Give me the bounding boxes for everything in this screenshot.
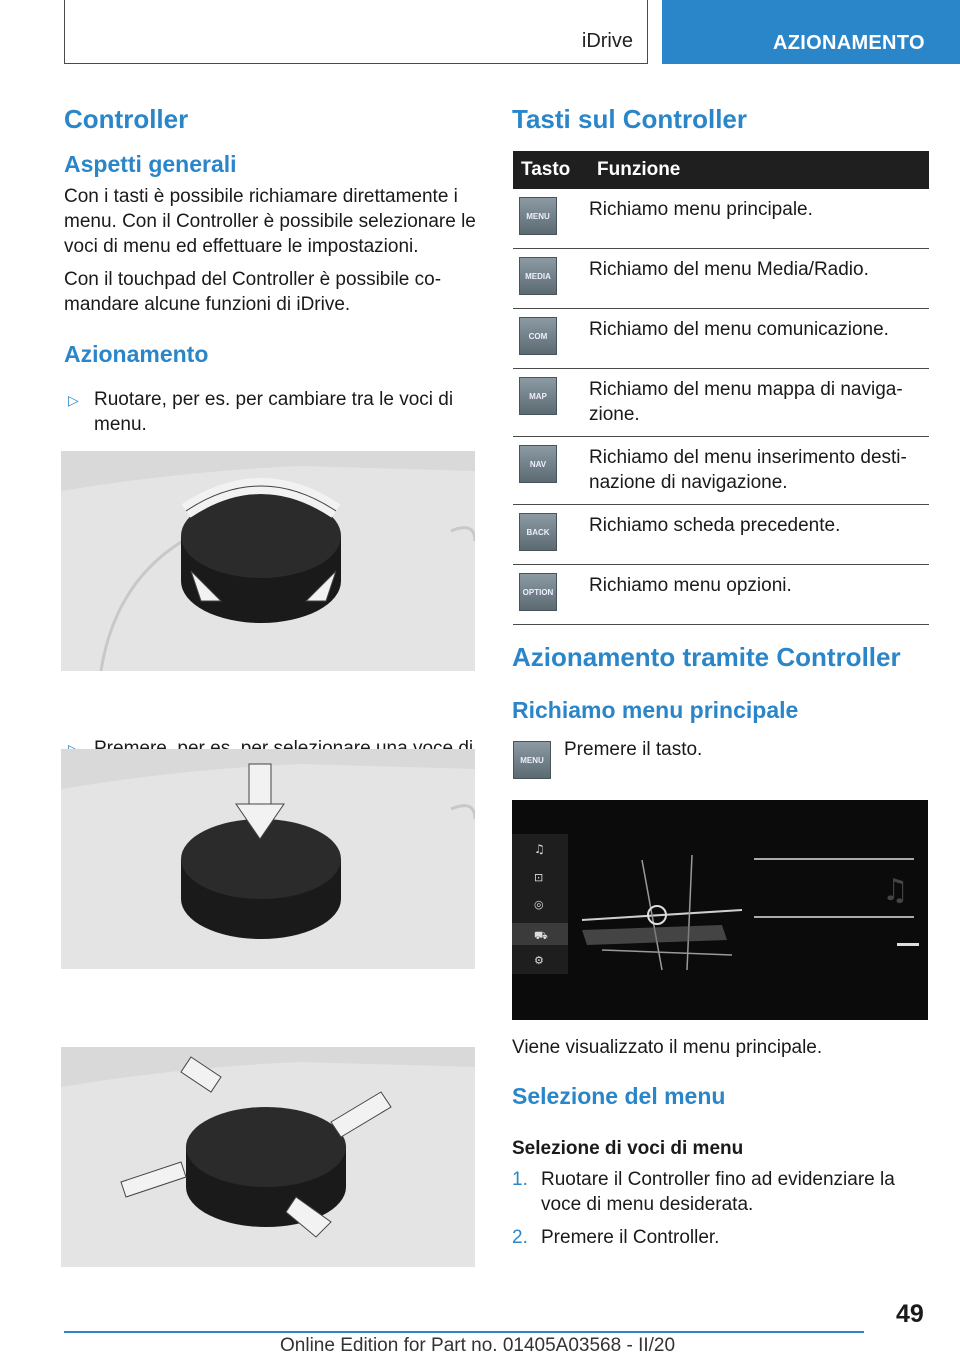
para-1: Con i tasti è possibile richiamare direttamente i menu. Con il Controller è possibile selezionare le voci di menu ed effettuare le impostazioni. <box>64 186 476 257</box>
illustration-tilt <box>61 1047 475 1267</box>
menu-key-icon: MENU <box>513 741 551 779</box>
heading-azionamento-controller: Azionamento tramite Controller <box>512 642 901 672</box>
footer-text: Online Edition for Part no. 01405A03568 - II/20 <box>280 1335 676 1356</box>
table-row <box>513 369 929 437</box>
svg-text:⊡: ⊡ <box>534 871 544 884</box>
table-header-tasto: Tasto <box>513 151 589 189</box>
table-row <box>513 189 929 249</box>
table-cell-function: Richiamo scheda precedente. <box>589 505 929 565</box>
title-controller: Controller <box>64 104 189 134</box>
header-box <box>64 0 648 64</box>
para-2: Con il touchpad del Controller è possibile co-mandare alcune funzioni di iDrive. <box>64 269 442 315</box>
bullet-rotate <box>64 387 506 437</box>
com-key-icon: COM <box>519 317 557 355</box>
table-row <box>513 437 929 505</box>
step-number: 1. <box>512 1169 528 1190</box>
caption-main-menu: Viene visualizzato il menu principale. <box>512 1037 823 1058</box>
footer-divider <box>64 1331 864 1333</box>
heading-azionamento: Azionamento <box>64 341 209 367</box>
media-key-icon: MEDIA <box>519 257 557 295</box>
triangle-icon: ▷ <box>68 392 79 408</box>
bullet-text: Ruotare, per es. per cambiare tra le voci di menu. <box>94 389 454 435</box>
heading-aspetti: Aspetti generali <box>64 151 237 177</box>
illustration-press <box>61 749 475 969</box>
svg-text:♫: ♫ <box>534 842 545 856</box>
map-key-icon: MAP <box>519 377 557 415</box>
table-header-funzione: Funzione <box>589 151 929 189</box>
list-item <box>512 1167 928 1217</box>
table-cell-function: Richiamo menu principale. <box>589 189 929 249</box>
table-row <box>513 249 929 309</box>
press-text: Premere il tasto. <box>564 739 703 760</box>
illustration-rotate <box>61 451 475 671</box>
svg-text:♫: ♫ <box>882 873 909 908</box>
nav-key-icon: NAV <box>519 445 557 483</box>
table-cell-function: Richiamo del menu comunicazione. <box>589 309 929 369</box>
subheading-selezione-voci: Selezione di voci di menu <box>512 1138 744 1159</box>
keys-table <box>513 151 929 625</box>
svg-text:◎: ◎ <box>534 898 544 911</box>
step-text: Ruotare il Controller fino ad evidenziare la voce di menu desiderata. <box>541 1169 895 1215</box>
heading-richiamo: Richiamo menu principale <box>512 697 799 723</box>
table-cell-function: Richiamo del menu Media/Radio. <box>589 249 929 309</box>
header-tab: AZIONAMENTO <box>662 0 960 64</box>
table-row <box>513 565 929 625</box>
main-menu-screenshot <box>512 800 928 1020</box>
header-section: iDrive <box>581 30 633 52</box>
svg-text:⚙: ⚙ <box>534 954 544 967</box>
heading-tasti: Tasti sul Controller <box>512 104 747 134</box>
table-row <box>513 309 929 369</box>
table-cell-function: Richiamo del menu mappa di naviga-zione. <box>589 369 929 437</box>
left-column <box>64 104 476 368</box>
list-item <box>512 1225 928 1250</box>
table-header-row <box>513 151 929 189</box>
step-number: 2. <box>512 1227 528 1248</box>
table-row <box>513 505 929 565</box>
back-key-icon: BACK <box>519 513 557 551</box>
steps-list <box>512 1167 928 1250</box>
option-key-icon: OPTION <box>519 573 557 611</box>
table-cell-function: Richiamo del menu inserimento desti-nazione di navigazione. <box>589 437 929 505</box>
svg-text:⛟: ⛟ <box>534 929 548 942</box>
menu-key-icon: MENU <box>519 197 557 235</box>
heading-selezione: Selezione del menu <box>512 1083 726 1109</box>
table-cell-function: Richiamo menu opzioni. <box>589 565 929 625</box>
page-number: 49 <box>896 1300 924 1328</box>
step-text: Premere il Controller. <box>541 1227 720 1248</box>
